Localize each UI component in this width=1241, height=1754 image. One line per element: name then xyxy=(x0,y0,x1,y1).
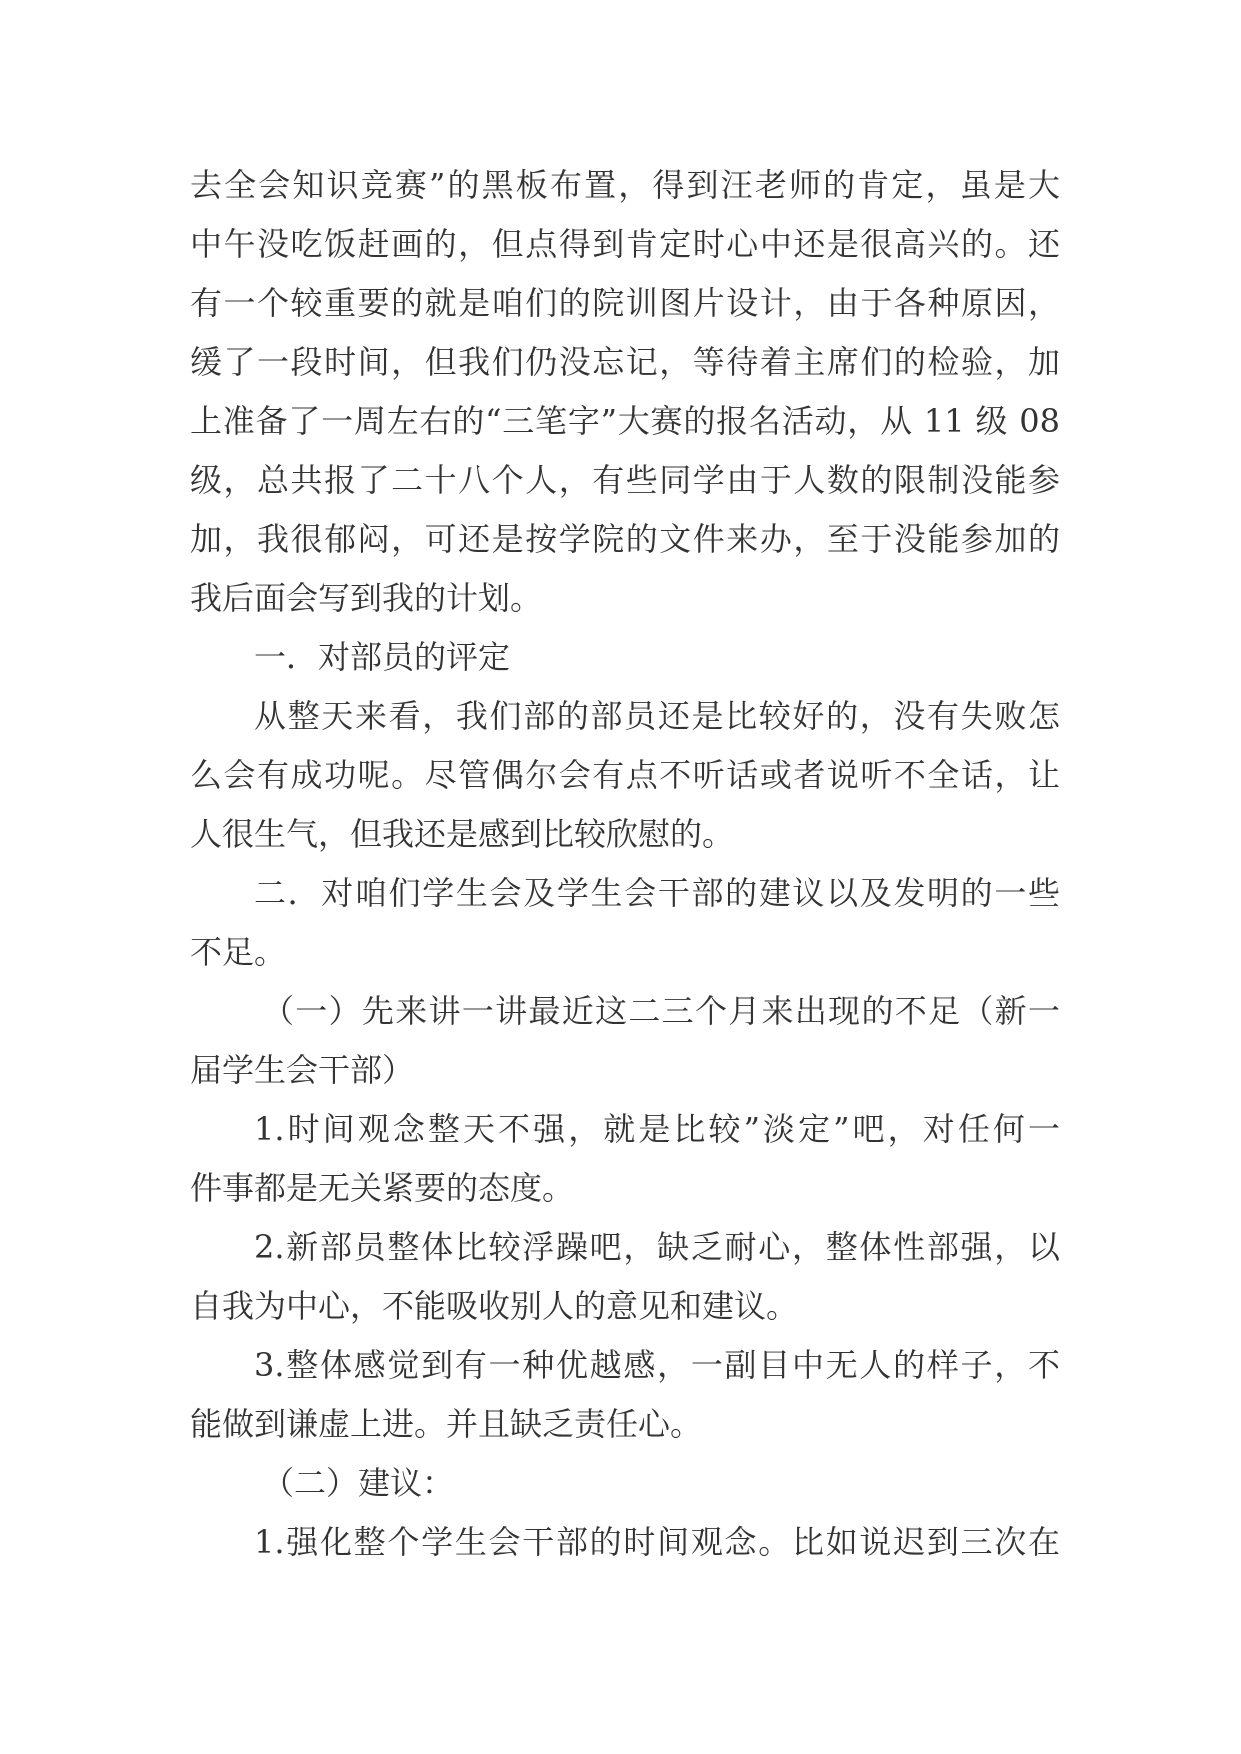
document-body xyxy=(190,156,1060,1572)
paragraph-line: 缓了一段时间，但我们仍没忘记，等待着主席们的检验，加 xyxy=(190,343,1060,381)
section-heading: 二．对咱们学生会及学生会干部的建议以及发明的一些 xyxy=(254,874,1060,912)
subsection-heading: （二）建议： xyxy=(262,1464,455,1502)
subsection-heading: （一）先来讲一讲最近这二三个月来出现的不足（新一 xyxy=(262,992,1060,1030)
paragraph-line: 中午没吃饭赶画的，但点得到肯定时心中还是很高兴的。还 xyxy=(190,225,1060,263)
list-item: 2.新部员整体比较浮躁吧，缺乏耐心，整体性部强，以 xyxy=(254,1228,1060,1266)
paragraph-line: 有一个较重要的就是咱们的院训图片设计，由于各种原因， xyxy=(190,284,1060,322)
paragraph-line: 级，总共报了二十八个人，有些同学由于人数的限制没能参 xyxy=(190,461,1060,499)
list-item: 1.强化整个学生会干部的时间观念。比如说迟到三次在 xyxy=(254,1523,1060,1561)
paragraph-line: 我后面会写到我的计划。 xyxy=(190,579,543,617)
paragraph-line: 么会有成功呢。尽管偶尔会有点不听话或者说听不全话，让 xyxy=(190,756,1060,794)
paragraph-line: 人很生气，但我还是感到比较欣慰的。 xyxy=(190,815,735,853)
list-item: 自我为中心，不能吸收别人的意见和建议。 xyxy=(190,1287,799,1325)
subsection-heading: 届学生会干部） xyxy=(190,1051,415,1089)
list-item: 能做到谦虚上进。并且缺乏责任心。 xyxy=(190,1405,703,1443)
list-item: 件事都是无关紧要的态度。 xyxy=(190,1169,575,1207)
paragraph-line: 去全会知识竞赛”的黑板布置，得到汪老师的肯定，虽是大 xyxy=(190,166,1060,204)
section-heading: 一．对部员的评定 xyxy=(254,638,511,676)
list-item: 3.整体感觉到有一种优越感，一副目中无人的样子，不 xyxy=(254,1346,1060,1384)
list-item: 1.时间观念整天不强，就是比较”淡定”吧，对任何一 xyxy=(254,1110,1060,1148)
paragraph-line: 上准备了一周左右的“三笔字”大赛的报名活动，从 11 级 08 xyxy=(190,402,1060,440)
section-heading: 不足。 xyxy=(190,933,287,971)
paragraph-line: 加，我很郁闷，可还是按学院的文件来办，至于没能参加的 xyxy=(190,520,1060,558)
paragraph-line: 从整天来看，我们部的部员还是比较好的，没有失败怎 xyxy=(254,697,1060,735)
